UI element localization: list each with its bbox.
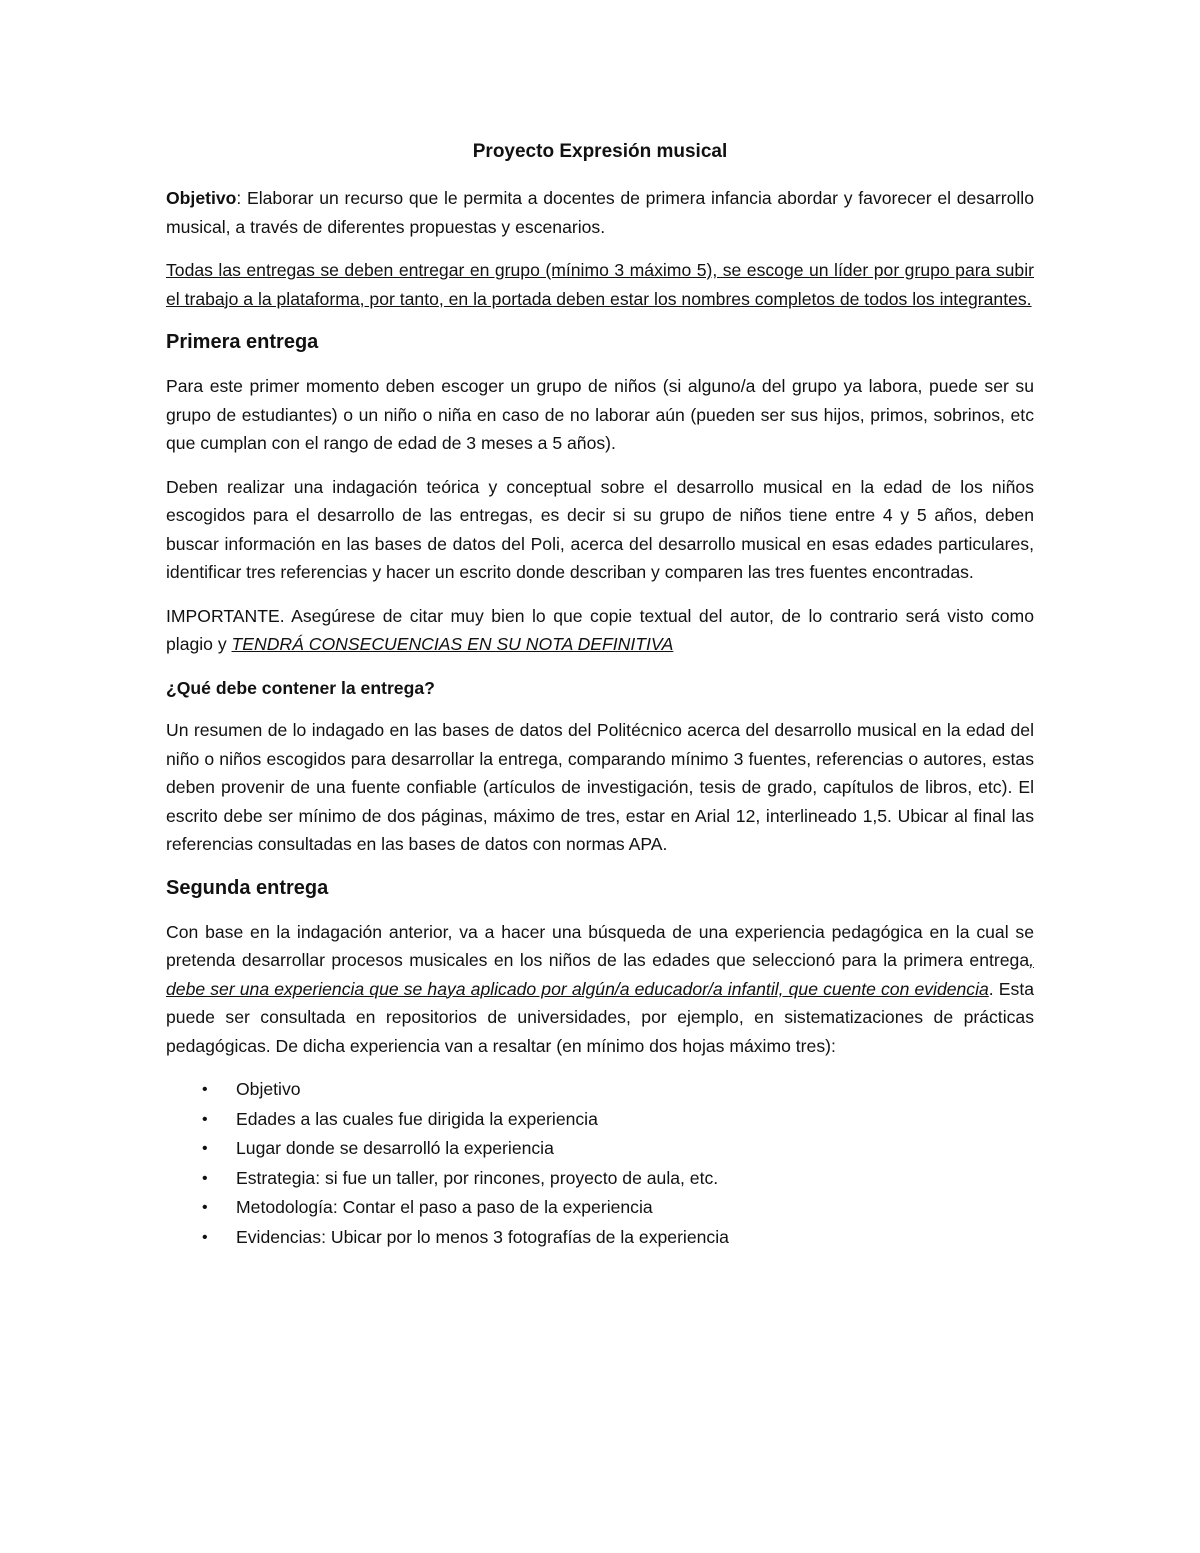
first-delivery-heading: Primera entrega	[166, 331, 319, 353]
delivery-contents-question: ¿Qué debe contener la entrega?	[166, 677, 435, 698]
objective-label: Objetivo	[166, 188, 237, 208]
important-emphasis: TENDRÁ CONSECUENCIAS EN SU NOTA DEFINITIVA	[231, 634, 674, 654]
objective-paragraph	[166, 184, 1034, 241]
experience-items-list	[166, 1075, 1034, 1252]
list-item	[166, 1164, 1034, 1194]
important-text: IMPORTANTE. Asegúrese de citar muy bien lo que copie textual del autor, de lo contrario será visto como plagio y	[166, 605, 1034, 654]
list-item	[166, 1193, 1034, 1223]
list-item-text: Objetivo	[236, 1079, 301, 1099]
first-delivery-paragraph-2: Deben realizar una indagación teórica y conceptual sobre el desarrollo musical en la edad de los niños escogidos para el desarrollo de las entregas, es decir si su grupo de niños tiene entre 4 y 5 años, deben buscar información en las bases de datos del Poli, acerca del desarrollo musical en esas edades particulares, identificar tres referencias y hacer un escrito donde describan y comparen las tres fuentes encontradas.	[166, 476, 1034, 582]
list-item-text: Evidencias: Ubicar por lo menos 3 fotografías de la experiencia	[236, 1226, 729, 1247]
list-item	[166, 1134, 1034, 1164]
second-delivery-emphasis: , debe ser una experiencia que se haya aplicado por algún/a educador/a infantil, que cuente con evidencia	[166, 950, 1034, 999]
objective-text: : Elaborar un recurso que le permita a docentes de primera infancia abordar y favorecer el desarrollo musical, a través de diferentes propuestas y escenarios.	[166, 188, 1034, 237]
document-page	[166, 138, 1034, 1252]
document-title: Proyecto Expresión musical	[472, 141, 728, 162]
bullet-icon: •	[202, 1081, 208, 1098]
first-delivery-paragraph-1: Para este primer momento deben escoger un grupo de niños (si alguno/a del grupo ya labora, puede ser su grupo de estudiantes) o un niño o niña en caso de no laborar aún (pueden ser sus hijos, primos, sobrinos, etc que cumplan con el rango de edad de 3 meses a 5 años).	[166, 376, 1034, 453]
bullet-icon: •	[202, 1228, 208, 1246]
list-item	[166, 1105, 1034, 1135]
bullet-icon: •	[202, 1199, 208, 1216]
list-item-text: Edades a las cuales fue dirigida la experiencia	[236, 1108, 598, 1129]
first-delivery-paragraph-3: Un resumen de lo indagado en las bases de datos del Politécnico acerca del desarrollo musical en la edad del niño o niños escogidos para desarrollar la entrega, comparando mínimo 3 fuentes, referencias o autores, estas deben provenir de una fuente confiable (artículos de investigación, tesis de grado, capítulos de libros, etc). El escrito debe ser mínimo de dos páginas, máximo de tres, estar en Arial 12, interlineado 1,5. Ubicar al final las referencias consultadas en las bases de datos con normas APA.	[166, 720, 1034, 854]
list-item	[166, 1075, 1034, 1105]
group-notice: Todas las entregas se deben entregar en grupo (mínimo 3 máximo 5), se escoge un líder por grupo para subir el trabajo a la plataforma, por tanto, en la portada deben estar los nombres completos de todos los integrantes.	[166, 260, 1034, 309]
bullet-icon: •	[202, 1169, 208, 1187]
list-item-text: Estrategia: si fue un taller, por rincones, proyecto de aula, etc.	[236, 1167, 719, 1188]
list-item-text: Metodología: Contar el paso a paso de la experiencia	[236, 1197, 653, 1217]
second-delivery-heading: Segunda entrega	[166, 876, 329, 899]
list-item-text: Lugar donde se desarrolló la experiencia	[236, 1138, 554, 1158]
bullet-icon: •	[202, 1140, 208, 1157]
second-delivery-paragraph	[166, 918, 1034, 1061]
important-notice	[166, 602, 1034, 659]
bullet-icon: •	[202, 1110, 208, 1128]
list-item	[166, 1223, 1034, 1253]
second-delivery-text-end: . Esta puede ser consultada en repositorios de universidades, por ejemplo, en sistematizaciones de prácticas pedagógicas. De dicha experiencia van a resaltar (en mínimo dos hojas máximo tres):	[166, 978, 1034, 1056]
second-delivery-text-start: Con base en la indagación anterior, va a hacer una búsqueda de una experiencia pedagógica en la cual se pretenda desarrollar procesos musicales en los niños de las edades que seleccionó para la primera entrega	[166, 921, 1034, 970]
